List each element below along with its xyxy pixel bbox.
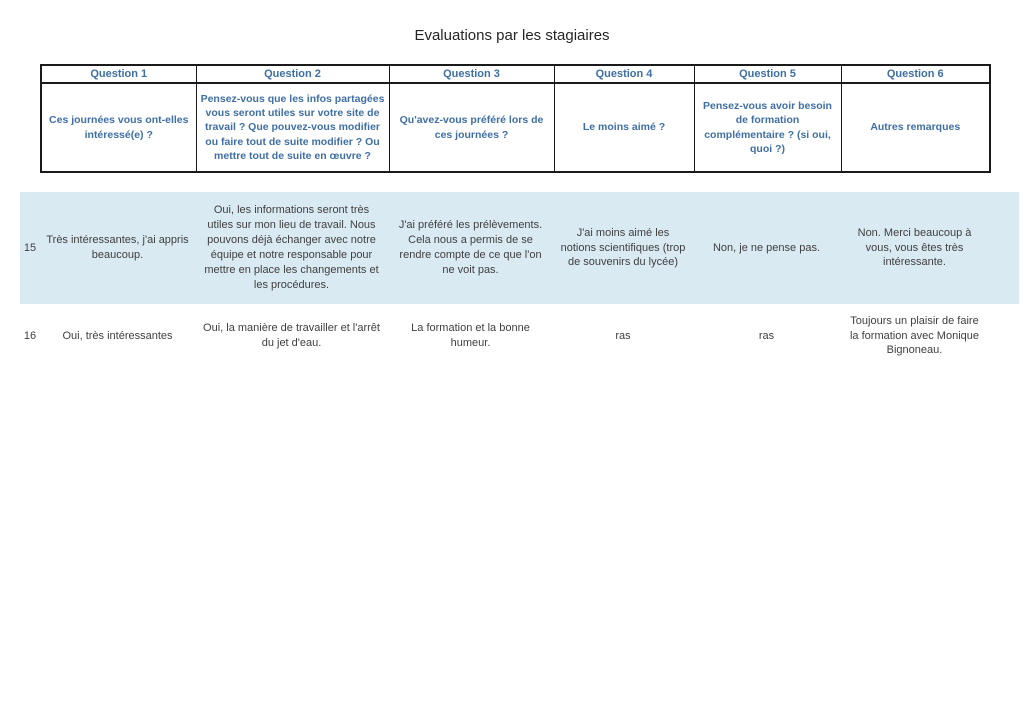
answer-cell-q1: Très intéressantes, j'ai appris beaucoup.	[46, 234, 189, 261]
answer-cell-q2: Oui, les informations seront très utiles sur mon lieu de travail. Nous pouvons déjà échanger avec notre équipe et notre responsable pour mettre en place les changements et les procédures.	[204, 204, 379, 291]
column-header-q5: Question 5	[694, 65, 841, 83]
table-row-16	[20, 306, 1019, 366]
answer-cell-q4: ras	[615, 329, 631, 342]
answer-cell-q4: J'ai moins aimé les notions scientifiques (trop de souvenirs du lycée)	[560, 226, 686, 269]
question-cell-q5: Pensez-vous avoir besoin de formation complémentaire ? (si oui, quoi ?)	[694, 83, 841, 172]
question-cell-q3: Qu'avez-vous préféré lors de ces journées ?	[389, 83, 554, 172]
answer-cell-q2: Oui, la manière de travailler et l'arrêt du jet d'eau.	[203, 322, 380, 349]
questions-table	[40, 64, 991, 173]
question-cell-q2: Pensez-vous que les infos partagées vous seront utiles sur votre site de travail ? Que pouvez-vous modifier ou faire tout de suite modifier ? Ou mettre tout de suite en œuvre ?	[196, 83, 389, 172]
column-header-q4: Question 4	[554, 65, 694, 83]
question-cell-q4: Le moins aimé ?	[554, 83, 694, 172]
header-row	[41, 65, 990, 83]
row-number: 15	[23, 241, 37, 254]
row-number: 16	[23, 329, 37, 342]
answer-cell-q3: J'ai préféré les prélèvements. Cela nous a permis de se rendre compte de ce que l'on ne voit pas.	[398, 219, 543, 276]
answer-cell-q6: Non. Merci beaucoup à vous, vous êtes très intéressante.	[857, 226, 972, 269]
answer-cell-q5: ras	[758, 329, 775, 342]
answer-cell-q6: Toujours un plaisir de faire la formation avec Monique Bignoneau.	[849, 314, 979, 357]
page-title: Evaluations par les stagiaires	[414, 27, 610, 44]
question-cell-q6: Autres remarques	[841, 83, 990, 172]
question-cell-q1: Ces journées vous ont-elles intéressé(e) ?	[41, 83, 196, 172]
column-header-q6: Question 6	[841, 65, 990, 83]
column-header-q2: Question 2	[196, 65, 389, 83]
column-header-q1: Question 1	[41, 65, 196, 83]
answer-cell-q5: Non, je ne pense pas.	[712, 241, 821, 254]
answer-cell-q1: Oui, très intéressantes	[62, 329, 173, 342]
answer-cell-q3: La formation et la bonne humeur.	[411, 322, 530, 349]
column-header-q3: Question 3	[389, 65, 554, 83]
table-row-15	[20, 192, 1019, 304]
question-text-row	[41, 83, 990, 172]
